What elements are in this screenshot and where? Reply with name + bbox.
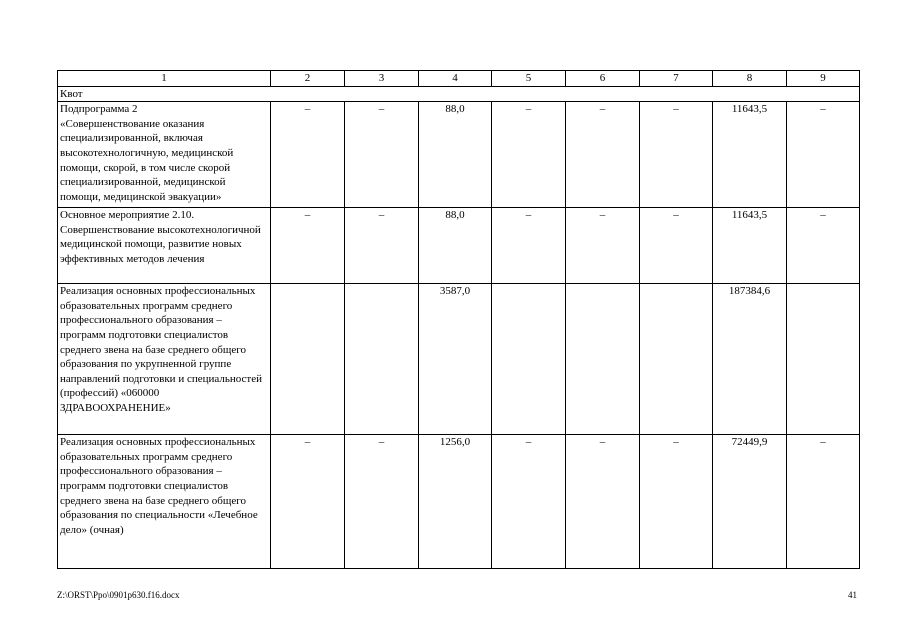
column-header: 1 xyxy=(58,71,271,87)
row-value: – xyxy=(345,208,419,284)
row-value: – xyxy=(640,435,713,569)
section-row xyxy=(58,86,860,102)
column-header: 6 xyxy=(566,71,640,87)
column-header: 2 xyxy=(271,71,345,87)
row-value: 3587,0 xyxy=(419,284,492,435)
row-value xyxy=(787,284,860,435)
row-value xyxy=(640,284,713,435)
row-value: – xyxy=(566,208,640,284)
column-header: 5 xyxy=(492,71,566,87)
row-value: – xyxy=(640,208,713,284)
table-row xyxy=(58,435,860,569)
row-value: – xyxy=(787,435,860,569)
row-name: Подпрограмма 2 «Совершенствование оказания специализированной, включая высокотехнологичную, медицинской помощи, скорой, в том числе скорой специализированной, медицинской помощи, медицинской эвакуации» xyxy=(58,102,271,208)
row-value: – xyxy=(787,208,860,284)
table-row xyxy=(58,208,860,284)
table-row xyxy=(58,102,860,208)
row-value: 1256,0 xyxy=(419,435,492,569)
row-value: 11643,5 xyxy=(713,208,787,284)
row-value: – xyxy=(787,102,860,208)
row-value: – xyxy=(271,435,345,569)
page-number: 41 xyxy=(848,590,857,600)
column-header: 4 xyxy=(419,71,492,87)
row-value xyxy=(566,284,640,435)
row-value: 88,0 xyxy=(419,102,492,208)
row-value: 72449,9 xyxy=(713,435,787,569)
row-value: – xyxy=(271,208,345,284)
header-row xyxy=(58,71,860,87)
row-value: – xyxy=(492,102,566,208)
row-value xyxy=(345,284,419,435)
section-label: Квот xyxy=(58,86,860,102)
row-value: – xyxy=(271,102,345,208)
row-value: – xyxy=(345,102,419,208)
row-value xyxy=(271,284,345,435)
row-name: Реализация основных профессиональных образовательных программ среднего профессионального образования – программ подготовки специалистов среднего звена на базе среднего общего образования по специальности «Лечебное дело» (очная) xyxy=(58,435,271,569)
row-name: Реализация основных профессиональных образовательных программ среднего профессионального образования – программ подготовки специалистов среднего звена на базе среднего общего образования по укрупненной группе направлений подготовки и специальностей (профессий) «060000 ЗДРАВООХРАНЕНИЕ» xyxy=(58,284,271,435)
row-value: 187384,6 xyxy=(713,284,787,435)
budget-table xyxy=(57,70,860,569)
row-value: – xyxy=(640,102,713,208)
table-row xyxy=(58,284,860,435)
column-header: 9 xyxy=(787,71,860,87)
row-value xyxy=(492,284,566,435)
row-value: – xyxy=(566,435,640,569)
column-header: 7 xyxy=(640,71,713,87)
row-value: 11643,5 xyxy=(713,102,787,208)
column-header: 3 xyxy=(345,71,419,87)
row-value: – xyxy=(345,435,419,569)
row-name: Основное мероприятие 2.10. Совершенствование высокотехнологичной медицинской помощи, развитие новых эффективных методов лечения xyxy=(58,208,271,284)
row-value: 88,0 xyxy=(419,208,492,284)
row-value: – xyxy=(492,208,566,284)
footer-file-path: Z:\ORST\Ppo\0901p630.f16.docx xyxy=(57,590,180,600)
row-value: – xyxy=(492,435,566,569)
row-value: – xyxy=(566,102,640,208)
column-header: 8 xyxy=(713,71,787,87)
